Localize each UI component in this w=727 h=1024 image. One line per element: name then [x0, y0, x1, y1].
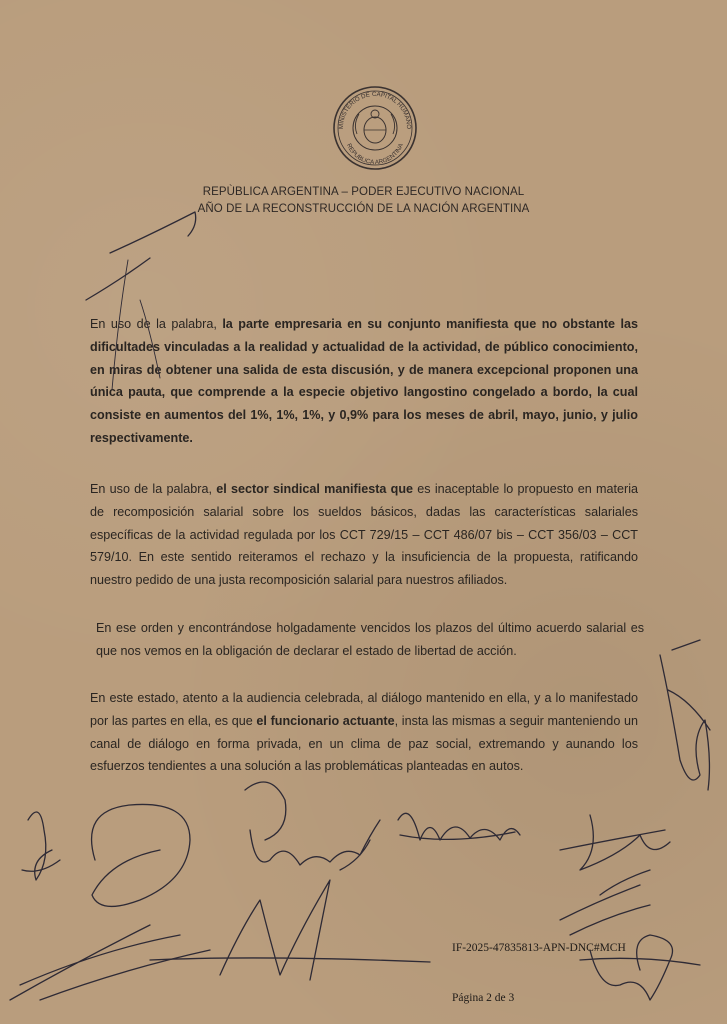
center-loop	[245, 782, 286, 840]
svg-text:REPUBLICA ARGENTINA: REPUBLICA ARGENTINA	[345, 142, 405, 167]
right-margin-signature	[660, 640, 710, 790]
bottom-left-strokes	[10, 925, 210, 1000]
p1-bold: la parte empresaria en su conjunto manifiesta que no obstante las dificultades vinculadas a la realidad y actualidad de la actividad, de público conocimiento, en miras de obtener una salida de esta discusión, y de manera excepcional proponen una única pauta, que comprende a la especie objetivo langostino congelado a bordo, la cual consiste en aumentos del 1%, 1%, 1%, y 0,9% para los meses de abril, mayo, junio, y julio respectivamente.	[90, 317, 638, 445]
page-number: Página 2 de 3	[452, 992, 515, 1004]
top-left-stroke	[86, 212, 196, 300]
left-signature-loop	[92, 804, 190, 906]
p2-rest: es inaceptable lo propuesto en materia de recomposición salarial sobre los sueldos básicos, dadas las características salariales específicas de la actividad regulada por los CCT 729/15 – CCT 486/07 bis – CCT 356/03 – CCT 579/10. En este sentido reiteramos el rechazo y la insuficiencia de la propuesta, ratificando nuestro pedido de una justa recomposición salarial para nuestros afiliados.	[90, 482, 638, 588]
bottom-center-signature	[150, 880, 430, 980]
paragraph-official-statement	[90, 687, 638, 778]
center-signature-1	[250, 820, 380, 870]
svg-text:MINISTERIO DE CAPITAL HUMANO: MINISTERIO DE CAPITAL HUMANO	[337, 90, 413, 130]
bottom-right-flourish	[560, 885, 650, 935]
official-seal	[331, 84, 419, 172]
paragraph-employer-proposal	[90, 313, 638, 450]
p4-bold: el funcionario actuante	[256, 713, 395, 728]
center-signature-2	[398, 813, 520, 840]
header-line-1: REPÙBLICA ARGENTINA – PODER EJECUTIVO NACIONAL	[202, 186, 525, 198]
p3-text: En ese orden y encontrándose holgadamente vencidos los plazos del último acuerdo salarial es que nos vemos en la obligación de declarar el estado de libertad de acción.	[96, 621, 644, 658]
p1-lead: En uso de la palabra,	[90, 317, 223, 331]
p2-lead: En uso de la palabra,	[90, 482, 217, 496]
right-signature	[560, 815, 670, 895]
left-signature-1	[22, 812, 60, 880]
document-id: IF-2025-47835813-APN-DNC#MCH	[452, 942, 626, 954]
header-line-2: AÑO DE LA RECONSTRUCCIÓN DE LA NACIÓN ARGENTINA	[197, 203, 530, 215]
paragraph-freedom-of-action	[90, 617, 644, 663]
paragraph-union-response	[90, 478, 638, 592]
p4-lead: En este estado, atento a la audiencia celebrada, al diálogo mantenido en ella, y a lo manifestado por las partes en ella, es que	[90, 691, 638, 728]
p4-rest: , insta las mismas a seguir manteniendo un canal de diálogo en forma privada, en un clima de paz social, extremando y aunando los esfuerzos tendientes a una solución a las problemáticas planteadas en autos.	[90, 713, 638, 774]
p2-bold: el sector sindical manifiesta que	[216, 482, 414, 496]
